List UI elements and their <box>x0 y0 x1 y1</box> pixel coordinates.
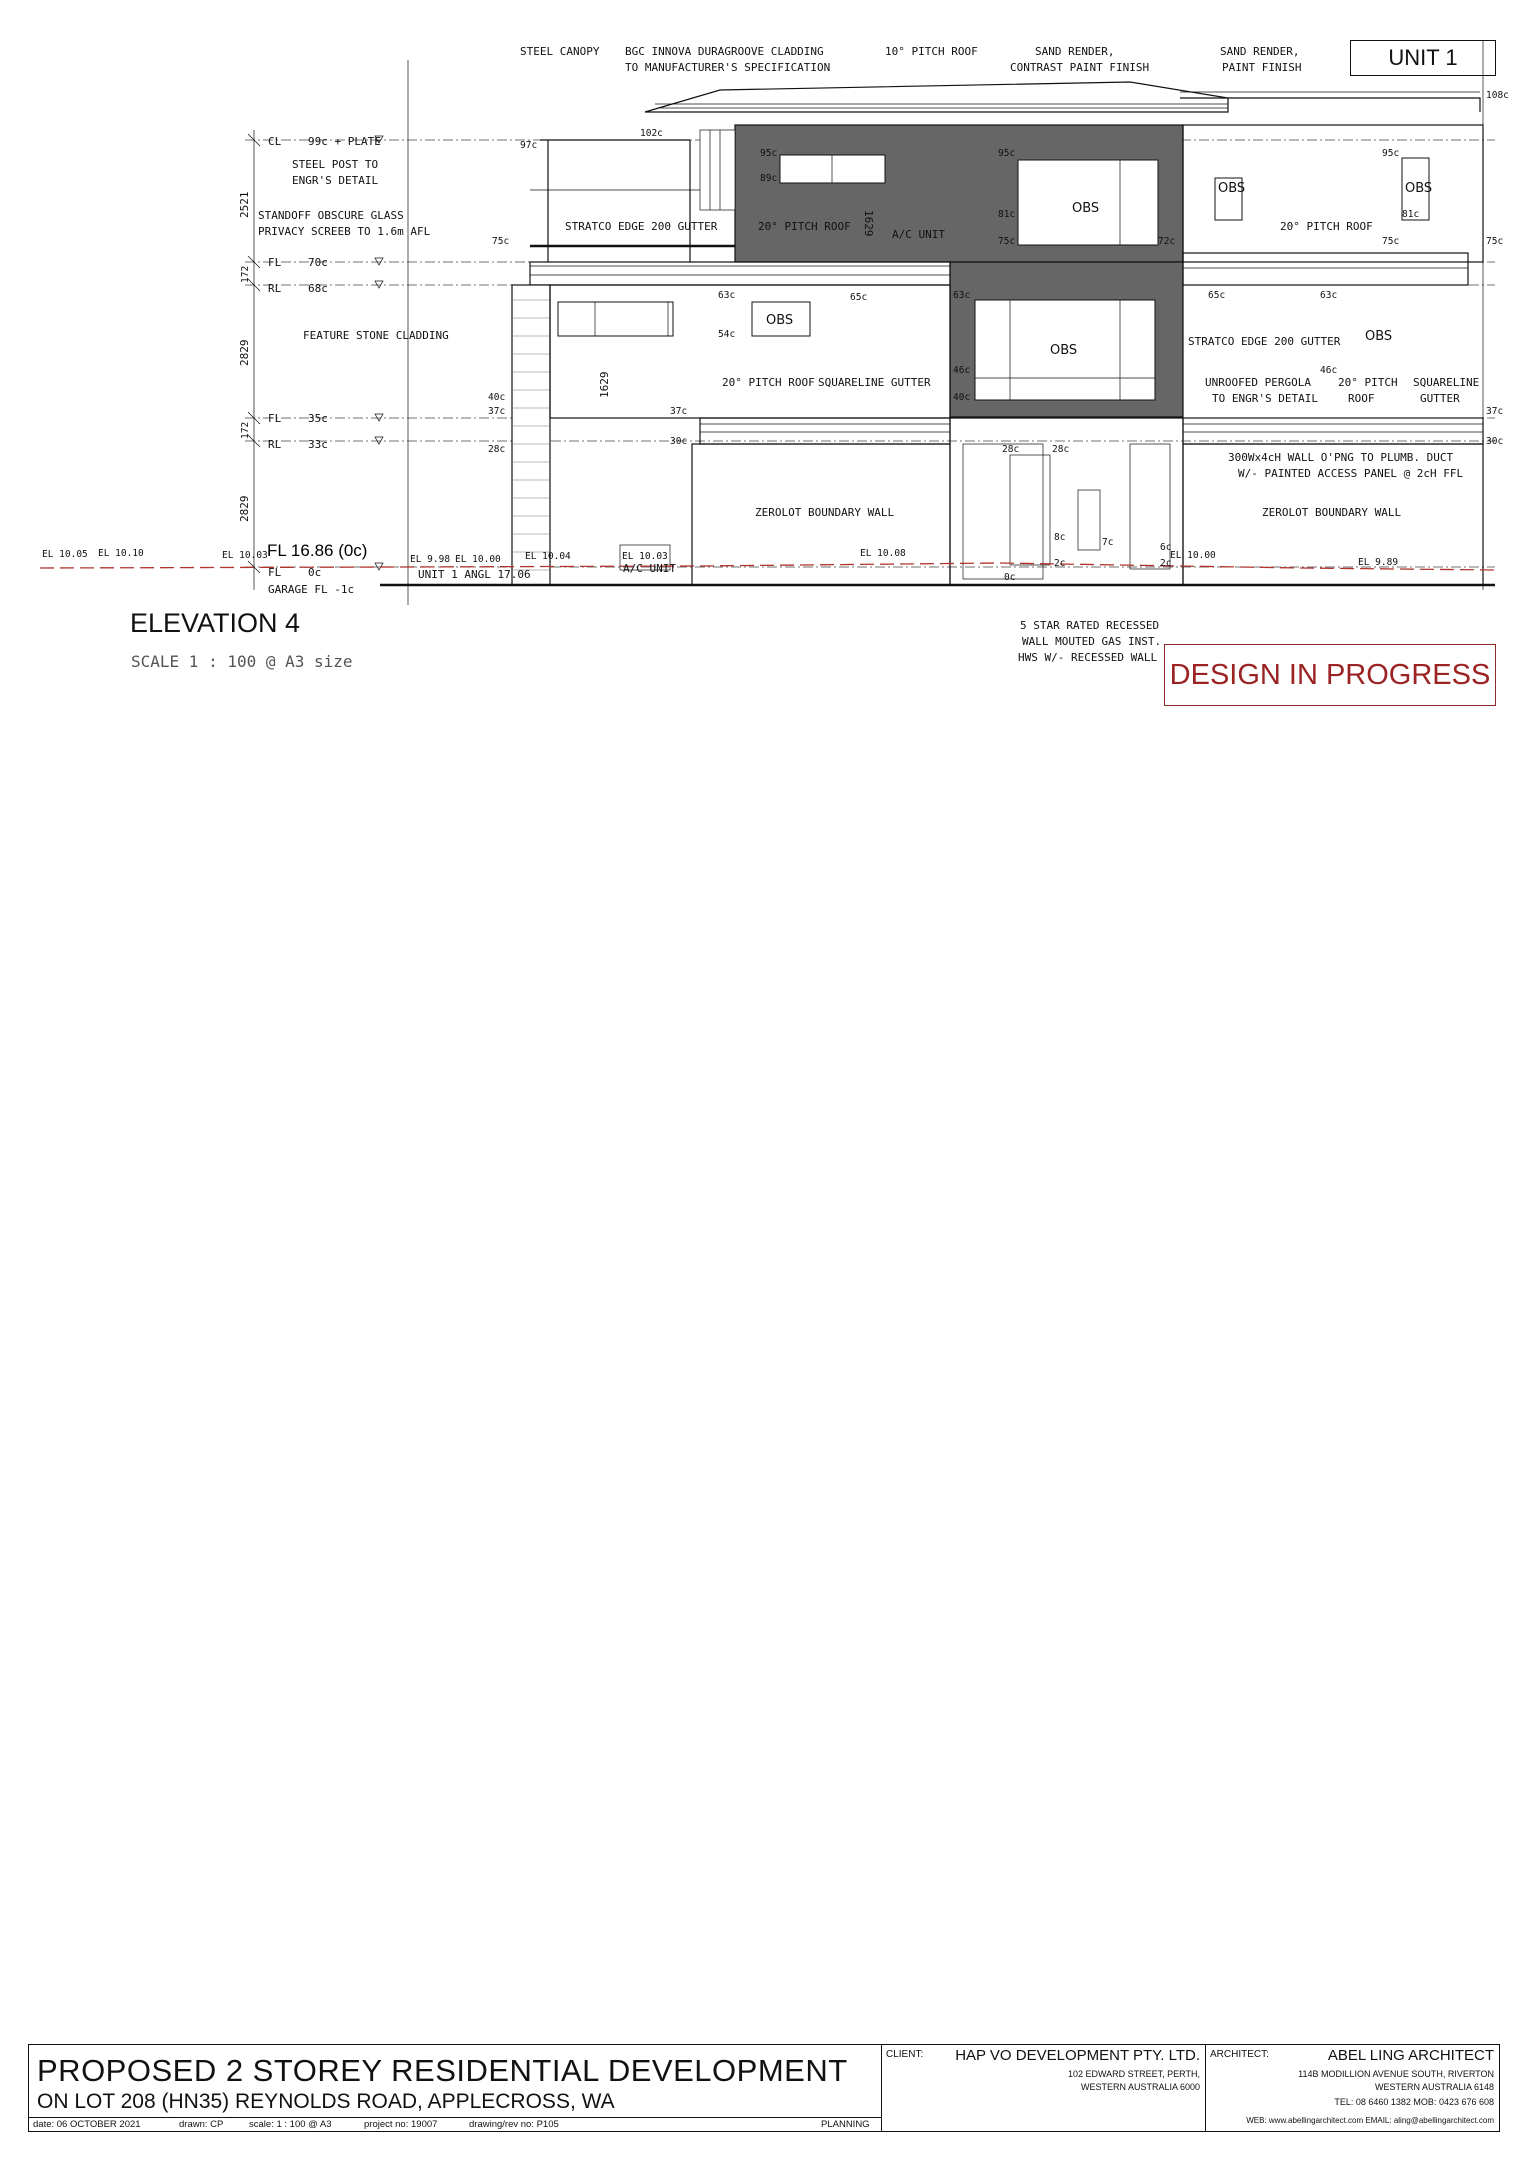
height-6c: 6c <box>1160 542 1172 553</box>
el-reading: EL 10.03 <box>222 550 268 561</box>
height-2c-b: 2c <box>1160 558 1172 569</box>
stratco-gutter-1: STRATCO EDGE 200 GUTTER <box>565 220 718 233</box>
natural-ground-line <box>40 563 1495 570</box>
height-63c-c: 63c <box>1320 290 1338 301</box>
obs-window-4: OBS <box>766 313 794 328</box>
architect-address-1: 114B MODILLION AVENUE SOUTH, RIVERTON <box>1298 2069 1494 2079</box>
title-block-project <box>29 2045 881 2131</box>
level-markers <box>375 136 383 570</box>
dim-2521: 2521 <box>238 191 251 218</box>
height-30c-b: 30c <box>1486 436 1504 447</box>
pitch-roof-c: 20° PITCH ROOF <box>722 376 815 389</box>
title-block-client <box>881 2045 1206 2131</box>
client-name: HAP VO DEVELOPMENT PTY. LTD. <box>955 2047 1200 2064</box>
el-reading: EL 9.98 <box>410 554 451 565</box>
upper-right-wing <box>1183 125 1483 285</box>
level-unit-angl: UNIT 1 ANGL 17.06 <box>418 568 531 581</box>
height-28c-b: 28c <box>1002 444 1020 455</box>
height-8c: 8c <box>1054 532 1066 543</box>
project-title: PROPOSED 2 STOREY RESIDENTIAL DEVELOPMENT <box>37 2053 848 2088</box>
level-fl-ground-value: 0c <box>308 566 322 579</box>
height-37c-a: 37c <box>488 406 506 417</box>
height-65c-a: 65c <box>850 292 868 303</box>
hws-label-2: WALL MOUTED GAS INST. <box>1022 635 1162 648</box>
ground-level-readings <box>42 548 1398 568</box>
dim-1629-b: 1629 <box>598 371 611 398</box>
roof-10-label: 10° PITCH ROOF <box>885 45 978 58</box>
level-rl-upper: RL <box>268 282 282 295</box>
height-108c: 108c <box>1486 90 1509 101</box>
meta-drawn: drawn: CP <box>179 2119 224 2130</box>
el-reading: EL 9.89 <box>1358 557 1399 568</box>
el-reading: EL 10.08 <box>860 548 906 559</box>
level-fl-upper: FL <box>268 256 282 269</box>
meta-drawing-no: drawing/rev no: P105 <box>469 2119 559 2130</box>
height-54c: 54c <box>718 329 736 340</box>
el-reading: EL 10.05 <box>42 549 88 560</box>
level-garage: GARAGE FL -1c <box>268 583 355 596</box>
stratco-gutter-2: STRATCO EDGE 200 GUTTER <box>1188 335 1341 348</box>
elevation-title: ELEVATION 4 <box>130 608 301 638</box>
height-97c: 97c <box>520 140 538 151</box>
height-95c-c: 95c <box>1382 148 1400 159</box>
lower-floor <box>380 285 1495 585</box>
height-89c: 89c <box>760 173 778 184</box>
height-46c-a: 46c <box>953 365 971 376</box>
steel-post-label-1: STEEL POST TO <box>292 158 379 171</box>
title-block <box>28 2044 1500 2132</box>
obs-window-3: OBS <box>1405 181 1433 196</box>
steel-post-label-2: ENGR'S DETAIL <box>292 174 379 187</box>
level-rl-mid-value: 33c <box>308 438 328 451</box>
height-65c-b: 65c <box>1208 290 1226 301</box>
height-40c-a: 40c <box>953 392 971 403</box>
hws-label-3: HWS W/- RECESSED WALL <box>1018 651 1158 664</box>
client-label: CLIENT: <box>886 2049 924 2060</box>
ac-unit-upper: A/C UNIT <box>892 228 945 241</box>
height-72c: 72c <box>1158 236 1176 247</box>
el-reading: EL 10.03 <box>622 551 668 562</box>
el-reading: EL 10.00 <box>1170 550 1216 561</box>
pitch-roof-d2: ROOF <box>1348 392 1375 405</box>
obs-window-2: OBS <box>1218 181 1246 196</box>
level-fl-upper-value: 70c <box>308 256 328 269</box>
height-37c-b: 37c <box>670 406 688 417</box>
drawing-meta-row <box>29 2117 881 2132</box>
architect-name: ABEL LING ARCHITECT <box>1327 2047 1494 2064</box>
el-reading: EL 10.10 <box>98 548 144 559</box>
roof <box>645 82 1480 112</box>
height-63c-b: 63c <box>953 290 971 301</box>
client-address-1: 102 EDWARD STREET, PERTH, <box>1067 2069 1200 2079</box>
cladding-label-1: BGC INNOVA DURAGROOVE CLADDING <box>625 45 824 58</box>
height-7c: 7c <box>1102 537 1114 548</box>
architect-address-2: WESTERN AUSTRALIA 6148 <box>1374 2082 1494 2092</box>
height-46c-b: 46c <box>1320 365 1338 376</box>
elevation-scale: SCALE 1 : 100 @ A3 size <box>131 652 353 671</box>
height-95c-b: 95c <box>998 148 1016 159</box>
level-fl-mid-value: 35c <box>308 412 328 425</box>
pitch-roof-b: 20° PITCH ROOF <box>1280 220 1373 233</box>
dim-1629-a: 1629 <box>862 210 875 237</box>
obs-window-6: OBS <box>1365 329 1393 344</box>
cladding-label-2: TO MANUFACTURER'S SPECIFICATION <box>625 61 831 74</box>
el-reading: EL 10.00 <box>455 554 501 565</box>
squareline-gutter-2b: GUTTER <box>1420 392 1460 405</box>
client-address-2: WESTERN AUSTRALIA 6000 <box>1080 2082 1200 2092</box>
height-95c-a: 95c <box>760 148 778 159</box>
zerolot-wall-2: ZEROLOT BOUNDARY WALL <box>1262 506 1402 519</box>
height-63c-a: 63c <box>718 290 736 301</box>
architect-phone: TEL: 08 6460 1382 MOB: 0423 676 608 <box>1334 2097 1494 2107</box>
design-in-progress-stamp: DESIGN IN PROGRESS <box>1164 644 1496 706</box>
hws-label-1: 5 STAR RATED RECESSED <box>1020 619 1160 632</box>
standoff-label-2: PRIVACY SCREEB TO 1.6m AFL <box>258 225 431 238</box>
steel-canopy-label: STEEL CANOPY <box>520 45 600 58</box>
project-address: ON LOT 208 (HN35) REYNOLDS ROAD, APPLECROSS, WA <box>37 2090 615 2113</box>
pergola-label-1: UNROOFED PERGOLA <box>1205 376 1311 389</box>
sand-render-contrast-1: SAND RENDER, <box>1035 45 1115 58</box>
feature-stone-label: FEATURE STONE CLADDING <box>303 329 449 342</box>
meta-project-no: project no: 19007 <box>364 2119 438 2130</box>
height-75c-b: 75c <box>1382 236 1400 247</box>
elevation-drawing <box>0 0 1527 700</box>
level-fl-ground: FL <box>268 566 282 579</box>
sand-render-paint-2: PAINT FINISH <box>1222 61 1302 74</box>
level-cl-value: 99c + PLATE <box>308 135 381 148</box>
wall-opening-1: 300Wx4cH WALL O'PNG TO PLUMB. DUCT <box>1228 451 1454 464</box>
height-75c-a: 75c <box>998 236 1016 247</box>
height-81c-a: 81c <box>998 209 1016 220</box>
architect-label: ARCHITECT: <box>1210 2049 1269 2060</box>
obs-window-5: OBS <box>1050 343 1078 358</box>
height-30c-a: 30c <box>670 436 688 447</box>
el-reading: EL 10.04 <box>525 551 571 562</box>
level-fl-mid: FL <box>268 412 282 425</box>
architect-web: WEB: www.abellingarchitect.com EMAIL: aling@abellingarchitect.com <box>1246 2116 1494 2125</box>
unit-label-box: UNIT 1 <box>1350 40 1496 76</box>
level-rl-mid: RL <box>268 438 282 451</box>
level-fl-main: FL 16.86 (0c) <box>267 541 368 560</box>
zerolot-wall-1: ZEROLOT BOUNDARY WALL <box>755 506 895 519</box>
dim-172-a: 172 <box>240 265 251 283</box>
height-28c-c: 28c <box>1052 444 1070 455</box>
height-81c-b: 81c <box>1402 209 1420 220</box>
title-block-architect <box>1205 2045 1500 2131</box>
sand-render-paint-1: SAND RENDER, <box>1220 45 1300 58</box>
dim-2829-a: 2829 <box>238 339 251 366</box>
squareline-gutter-2a: SQUARELINE <box>1413 376 1480 389</box>
pitch-roof-d1: 20° PITCH <box>1338 376 1398 389</box>
pitch-roof-a: 20° PITCH ROOF <box>758 220 851 233</box>
obs-window-1: OBS <box>1072 201 1100 216</box>
height-40c-b: 40c <box>488 392 506 403</box>
dim-172-b: 172 <box>240 421 251 439</box>
height-37c-c: 37c <box>1486 406 1504 417</box>
height-102c: 102c <box>640 128 663 139</box>
height-75c-d: 75c <box>492 236 510 247</box>
standoff-label-1: STANDOFF OBSCURE GLASS <box>258 209 404 222</box>
pergola-label-2: TO ENGR'S DETAIL <box>1212 392 1318 405</box>
height-28c-a: 28c <box>488 444 506 455</box>
meta-date: date: 06 OCTOBER 2021 <box>33 2119 141 2130</box>
meta-stage: PLANNING <box>821 2119 870 2130</box>
height-0c: 0c <box>1004 572 1016 583</box>
dim-2829-b: 2829 <box>238 495 251 522</box>
meta-scale: scale: 1 : 100 @ A3 <box>249 2119 332 2130</box>
height-2c-a: 2c <box>1054 558 1066 569</box>
squareline-gutter-1: SQUARELINE GUTTER <box>818 376 931 389</box>
ac-unit-lower: A/C UNIT <box>623 562 676 575</box>
level-cl: CL <box>268 135 282 148</box>
sand-render-contrast-2: CONTRAST PAINT FINISH <box>1010 61 1150 74</box>
height-75c-c: 75c <box>1486 236 1504 247</box>
wall-opening-2: W/- PAINTED ACCESS PANEL @ 2cH FFL <box>1238 467 1464 480</box>
level-rl-upper-value: 68c <box>308 282 328 295</box>
